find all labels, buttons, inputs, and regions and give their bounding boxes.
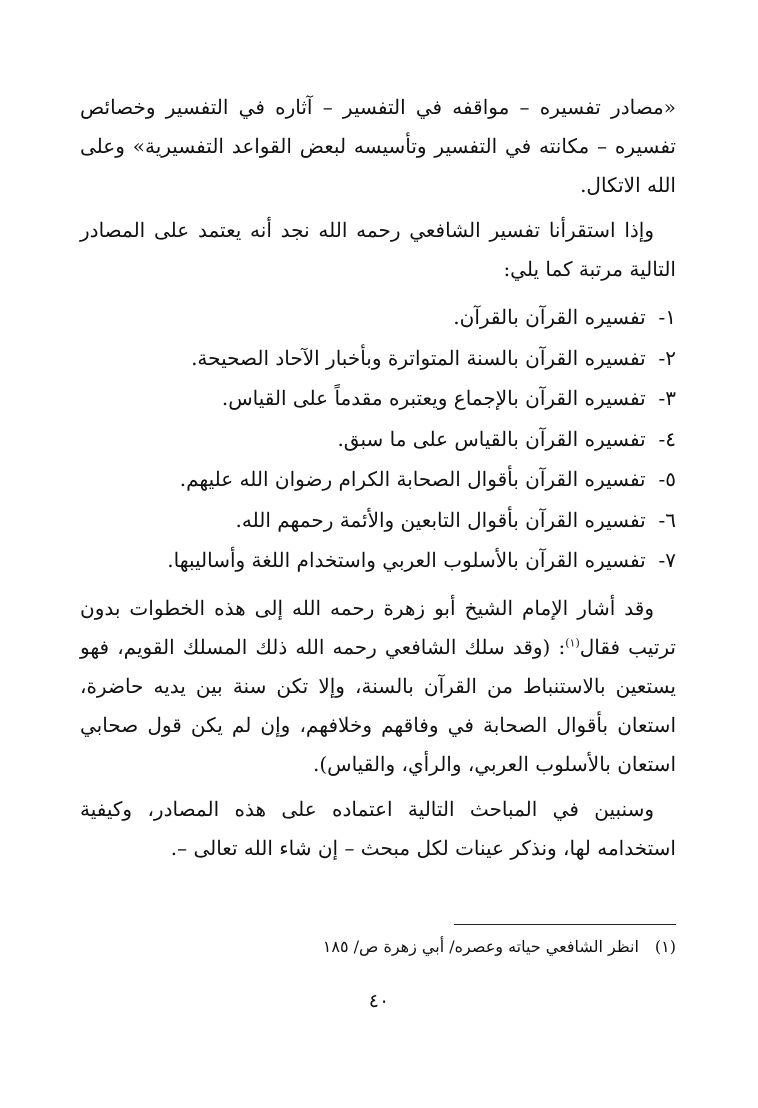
list-item-number: ٤- bbox=[658, 426, 676, 451]
list-item-text: تفسيره القرآن بالقرآن. bbox=[453, 305, 646, 329]
footnote-marker: (١) bbox=[654, 937, 676, 956]
list-item-text: تفسيره القرآن بالإجماع ويعتبره مقدماً على القياس. bbox=[221, 386, 646, 410]
paragraph-intro-contents: «مصادر تفسيره – مواقفه في التفسير – آثاره في التفسير وخصائص تفسيره – مكانته في التفسير وتأسيسه لبعض القواعد التفسيرية» وعلى الله الاتكال. bbox=[80, 95, 677, 197]
list-item-number: ٥- bbox=[658, 467, 676, 491]
list-item-number: ٣- bbox=[658, 386, 676, 410]
list-item-text: تفسيره القرآن بأقوال التابعين والأئمة رحمهم الله. bbox=[235, 507, 646, 532]
list-item bbox=[80, 500, 676, 541]
list-item-number: ٢- bbox=[658, 345, 676, 370]
footnote-text: انظر الشافعي حياته وعصره/ أبي زهرة ص/ ١٨٥ bbox=[322, 937, 639, 956]
footnote-separator bbox=[454, 924, 676, 925]
list-item bbox=[80, 378, 676, 419]
list-item bbox=[80, 459, 676, 500]
list-item-number: ٦- bbox=[658, 507, 676, 532]
list-item-number: ٧- bbox=[658, 548, 676, 572]
footnote-reference[interactable]: (١) bbox=[565, 635, 580, 649]
list-item-number: ١- bbox=[658, 305, 676, 329]
main-text bbox=[80, 88, 676, 874]
sources-list bbox=[80, 297, 676, 581]
quote-lead-text: وقد أشار الإمام الشيخ أبو زهرة رحمه الله إلى هذه الخطوات بدون ترتيب فقال bbox=[80, 595, 676, 659]
paragraph-sources-intro: وإذا استقرأنا تفسير الشافعي رحمه الله نجد أنه يعتمد على المصادر التالية مرتبة كما يلي: bbox=[80, 218, 676, 281]
footnote bbox=[80, 934, 676, 960]
list-item bbox=[80, 419, 676, 460]
list-item bbox=[80, 297, 676, 338]
list-item bbox=[80, 338, 676, 379]
paragraph-closing: وسنبين في المباحث التالية اعتماده على هذه المصادر، وكيفية استخدامه لها، ونذكر عينات لكل مبحث – إن شاء الله تعالى –. bbox=[80, 796, 676, 860]
page-number: ٤٠ bbox=[368, 990, 390, 1012]
list-item-text: تفسيره القرآن بالقياس على ما سبق. bbox=[337, 426, 646, 451]
list-item bbox=[80, 540, 676, 581]
quote-body-text: : (وقد سلك الشافعي رحمه الله ذلك المسلك القويم، فهو يستعين بالاستنباط من القرآن بالسنة، وإلا تكن سنة بين يديه حاضرة، استعان بأقوال الصحابة في وفاقهم وخلافهم، وإن لم يكن قول صحابي استعان بالأسلوب العربي، والرأي، والقياس). bbox=[80, 634, 676, 776]
list-item-text: تفسيره القرآن بالأسلوب العربي واستخدام اللغة وأساليبها. bbox=[167, 548, 646, 572]
list-item-text: تفسيره القرآن بأقوال الصحابة الكرام رضوان الله عليهم. bbox=[179, 467, 646, 491]
list-item-text: تفسيره القرآن بالسنة المتواترة وبأخبار الآحاد الصحيحة. bbox=[191, 345, 646, 370]
paragraph-abu-zahra-quote bbox=[80, 589, 676, 784]
